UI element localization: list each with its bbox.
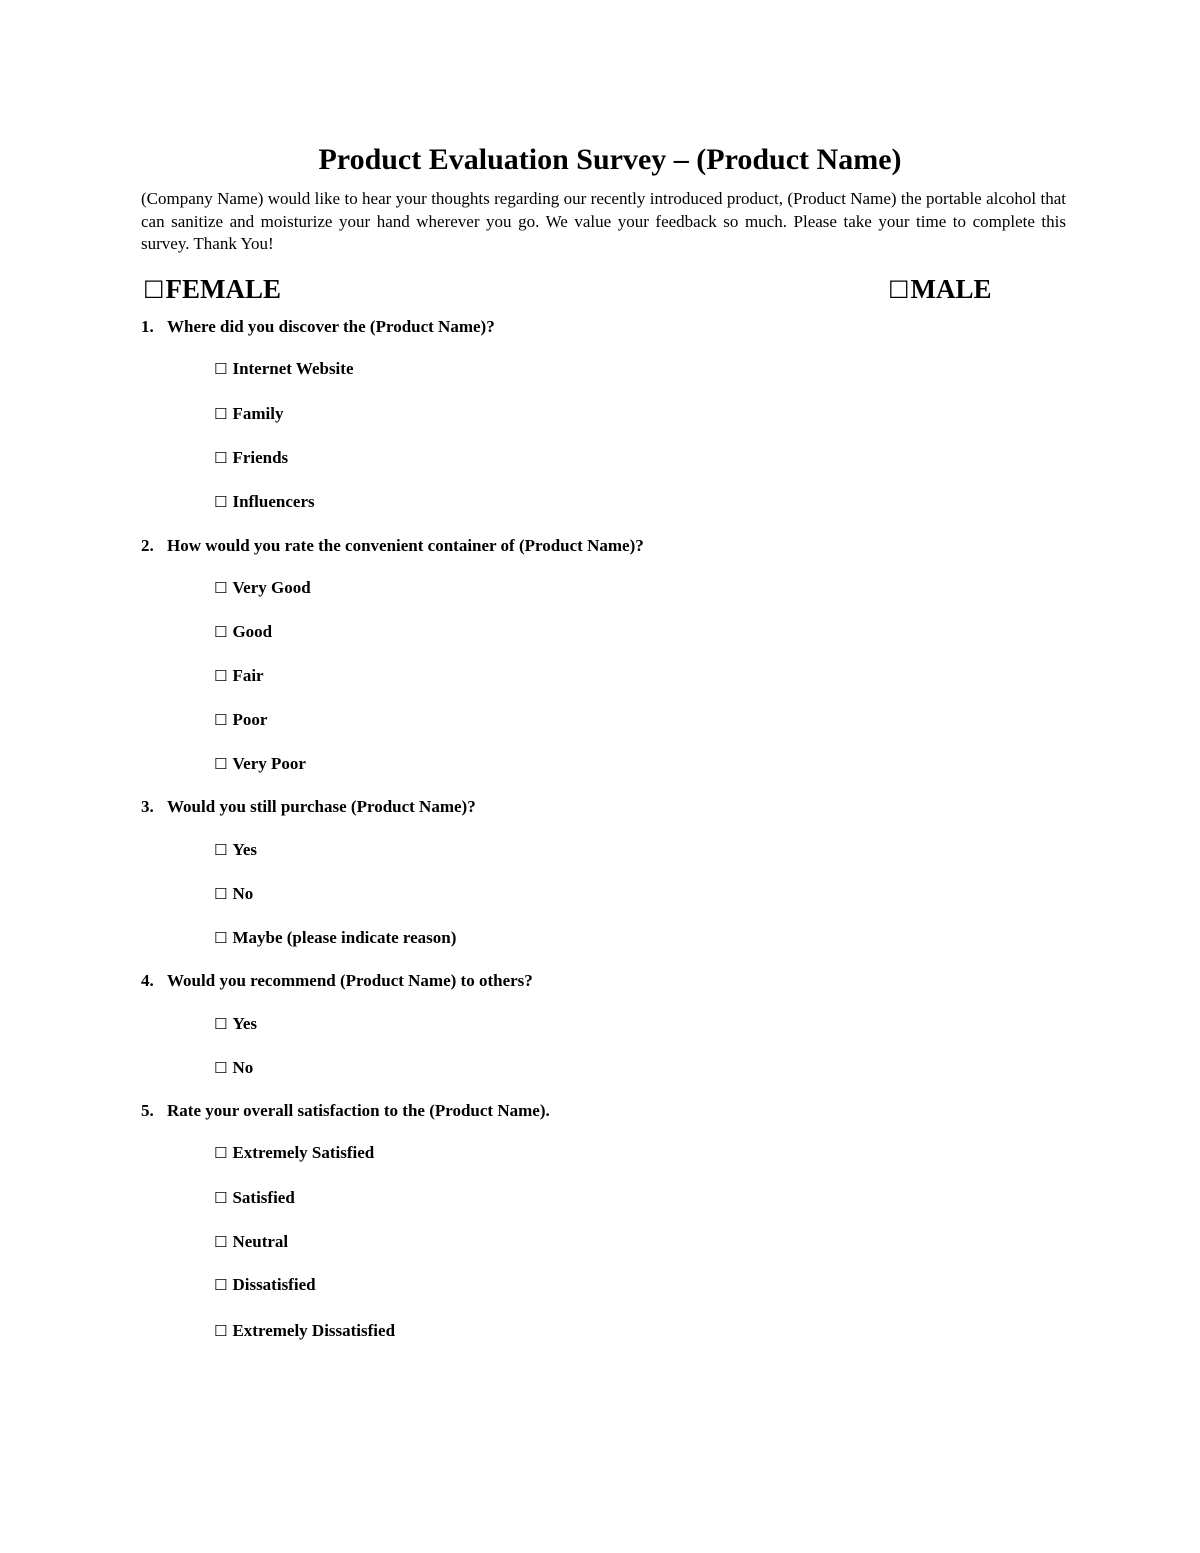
question-3: [141, 796, 476, 818]
checkbox-icon[interactable]: ☐: [214, 623, 228, 641]
question-number: 5.: [141, 1101, 154, 1120]
gender-label-female: FEMALE: [165, 274, 282, 304]
question-text: How would you rate the convenient container of (Product Name)?: [167, 536, 644, 555]
option-label: No: [232, 1058, 254, 1077]
checkbox-icon[interactable]: ☐: [214, 755, 228, 773]
intro-paragraph: (Company Name) would like to hear your thoughts regarding our recently introduced product, (Product Name) the portable alcohol that can sanitize and moisturize your hand wherever you go. We value your feedback so much. Please take your time to complete this survey. Thank You!: [141, 189, 1066, 253]
option-label: Satisfied: [232, 1188, 295, 1207]
checkbox-icon[interactable]: ☐: [214, 885, 228, 903]
option-label: Family: [232, 404, 284, 423]
option-good[interactable]: [214, 621, 272, 643]
checkbox-icon[interactable]: ☐: [214, 579, 228, 597]
checkbox-icon[interactable]: ☐: [214, 1144, 228, 1162]
option-internet-website[interactable]: [214, 358, 354, 380]
question-text: Rate your overall satisfaction to the (Product Name).: [167, 1101, 550, 1120]
option-label: Yes: [232, 1014, 258, 1033]
option-yes[interactable]: [214, 1013, 257, 1035]
checkbox-icon[interactable]: ☐: [214, 667, 228, 685]
question-text: Where did you discover the (Product Name)?: [167, 317, 495, 336]
option-label: Dissatisfied: [232, 1275, 316, 1294]
option-dissatisfied[interactable]: [214, 1274, 316, 1296]
option-label: Yes: [232, 840, 258, 859]
question-2: [141, 535, 644, 557]
option-label: Extremely Dissatisfied: [232, 1321, 396, 1340]
option-label: Poor: [232, 710, 268, 729]
option-label: Neutral: [232, 1232, 289, 1251]
page-title: Product Evaluation Survey – (Product Name): [318, 143, 902, 176]
option-label: Influencers: [232, 492, 315, 511]
checkbox-icon[interactable]: ☐: [214, 493, 228, 511]
checkbox-icon[interactable]: ☐: [214, 841, 228, 859]
gender-label-male: MALE: [910, 274, 992, 304]
question-number: 1.: [141, 317, 154, 336]
option-maybe[interactable]: [214, 927, 456, 949]
question-1: [141, 316, 495, 338]
option-very-good[interactable]: [214, 577, 311, 599]
option-label: Fair: [232, 666, 264, 685]
option-influencers[interactable]: [214, 491, 315, 513]
checkbox-icon[interactable]: ☐: [214, 1322, 228, 1340]
checkbox-icon[interactable]: ☐: [214, 360, 228, 378]
checkbox-icon[interactable]: ☐: [214, 1189, 228, 1207]
question-4: [141, 970, 533, 992]
option-friends[interactable]: [214, 447, 288, 469]
question-number: 2.: [141, 536, 154, 555]
option-yes[interactable]: [214, 839, 257, 861]
option-label: Good: [232, 622, 273, 641]
gender-option-male[interactable]: [888, 272, 992, 307]
checkbox-icon[interactable]: ☐: [888, 276, 910, 304]
checkbox-icon[interactable]: ☐: [214, 711, 228, 729]
checkbox-icon[interactable]: ☐: [214, 929, 228, 947]
option-neutral[interactable]: [214, 1231, 288, 1253]
question-number: 3.: [141, 797, 154, 816]
option-extremely-satisfied[interactable]: [214, 1142, 374, 1164]
question-5: [141, 1100, 550, 1122]
option-family[interactable]: [214, 403, 283, 425]
option-label: Friends: [232, 448, 289, 467]
option-label: Very Good: [232, 578, 311, 597]
option-no[interactable]: [214, 883, 253, 905]
checkbox-icon[interactable]: ☐: [214, 405, 228, 423]
option-very-poor[interactable]: [214, 753, 306, 775]
checkbox-icon[interactable]: ☐: [143, 276, 165, 304]
option-extremely-dissatisfied[interactable]: [214, 1320, 395, 1342]
checkbox-icon[interactable]: ☐: [214, 1276, 228, 1294]
question-text: Would you recommend (Product Name) to others?: [167, 971, 533, 990]
option-label: Extremely Satisfied: [232, 1143, 375, 1162]
option-label: No: [232, 884, 254, 903]
option-label: Maybe (please indicate reason): [232, 928, 457, 947]
option-no[interactable]: [214, 1057, 253, 1079]
gender-option-female[interactable]: [143, 272, 281, 307]
checkbox-icon[interactable]: ☐: [214, 1233, 228, 1251]
checkbox-icon[interactable]: ☐: [214, 1015, 228, 1033]
option-label: Very Poor: [232, 754, 306, 773]
option-poor[interactable]: [214, 709, 267, 731]
option-satisfied[interactable]: [214, 1187, 295, 1209]
option-fair[interactable]: [214, 665, 264, 687]
question-number: 4.: [141, 971, 154, 990]
option-label: Internet Website: [232, 359, 354, 378]
checkbox-icon[interactable]: ☐: [214, 449, 228, 467]
question-text: Would you still purchase (Product Name)?: [167, 797, 476, 816]
checkbox-icon[interactable]: ☐: [214, 1059, 228, 1077]
